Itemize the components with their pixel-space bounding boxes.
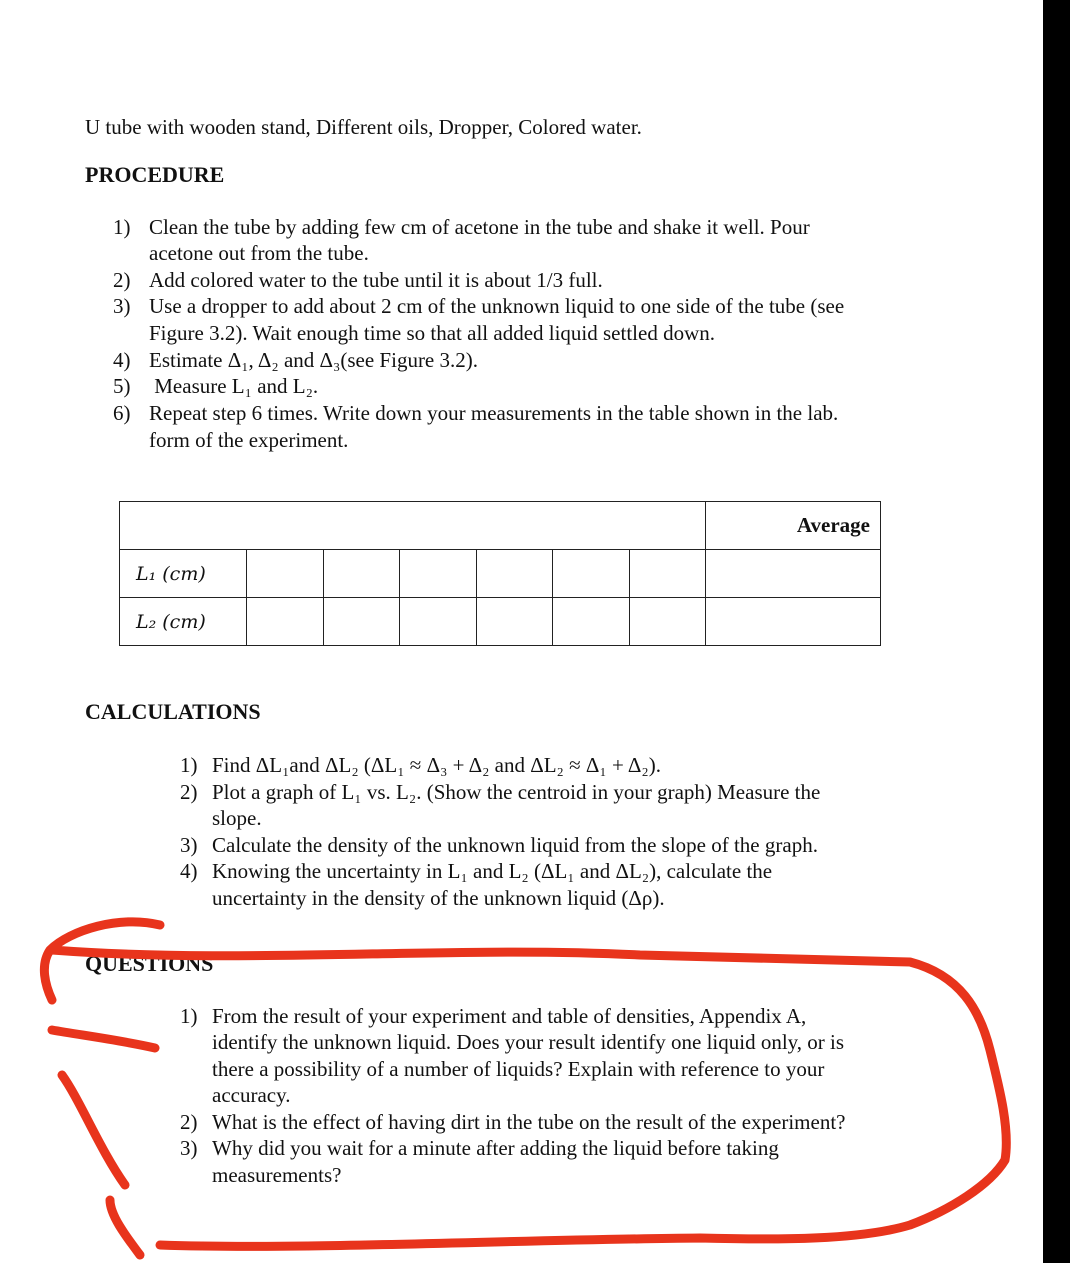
list-item: 2) Add colored water to the tube until it is about 1/3 full. xyxy=(113,268,603,292)
list-item: 5) Measure L₁ and L₂. xyxy=(113,374,319,398)
list-item: 3) Why did you wait for a minute after adding the liquid before taking xyxy=(180,1136,779,1160)
list-item: acetone out from the tube. xyxy=(149,241,369,265)
list-item: there a possibility of a number of liquids? Explain with reference to your xyxy=(212,1057,825,1081)
list-item: 1) From the result of your experiment and table of densities, Appendix A, xyxy=(180,1004,807,1028)
list-item: 2) Plot a graph of L₁ vs. L₂. (Show the centroid in your graph) Measure the xyxy=(180,780,821,804)
list-item: 1) Find ΔL₁and ΔL₂ (ΔL₁ ≈ Δ₃ + Δ₂ and ΔL₂ ≈ Δ₁ + Δ₂). xyxy=(180,753,661,777)
list-item: slope. xyxy=(212,806,262,830)
list-item: accuracy. xyxy=(212,1083,291,1107)
list-item: 3) Calculate the density of the unknown liquid from the slope of the graph. xyxy=(180,833,818,857)
list-item: measurements? xyxy=(212,1163,342,1187)
list-item: Figure 3.2). Wait enough time so that all added liquid settled down. xyxy=(149,321,715,345)
questions-heading: QUESTIONS xyxy=(85,951,214,976)
highlight-loop xyxy=(44,922,1006,1255)
list-item: 1) Clean the tube by adding few cm of acetone in the tube and shake it well. Pour xyxy=(113,215,810,239)
list-item: 6) Repeat step 6 times. Write down your measurements in the table shown in the lab. xyxy=(113,401,839,425)
list-item: form of the experiment. xyxy=(149,428,349,452)
list-item: 4) Estimate Δ₁, Δ₂ and Δ₃(see Figure 3.2). xyxy=(113,348,478,372)
list-item: 4) Knowing the uncertainty in L₁ and L₂ (ΔL₁ and ΔL₂), calculate the xyxy=(180,859,773,883)
list-item: identify the unknown liquid. Does your result identify one liquid only, or is xyxy=(212,1030,845,1054)
list-item: uncertainty in the density of the unknown liquid (Δρ). xyxy=(212,886,665,910)
calculations-heading: CALCULATIONS xyxy=(85,699,261,724)
average-header: Average xyxy=(706,502,881,550)
list-item: 2) What is the effect of having dirt in the tube on the result of the experiment? xyxy=(180,1110,846,1134)
procedure-heading: PROCEDURE xyxy=(85,162,225,187)
row-label-l2: L₂ (cm) xyxy=(120,598,247,646)
list-item: 3) Use a dropper to add about 2 cm of the unknown liquid to one side of the tube (see xyxy=(113,294,845,318)
row-label-l1: L₁ (cm) xyxy=(120,550,247,598)
apparatus-list: U tube with wooden stand, Different oils, Dropper, Colored water. xyxy=(85,115,642,139)
